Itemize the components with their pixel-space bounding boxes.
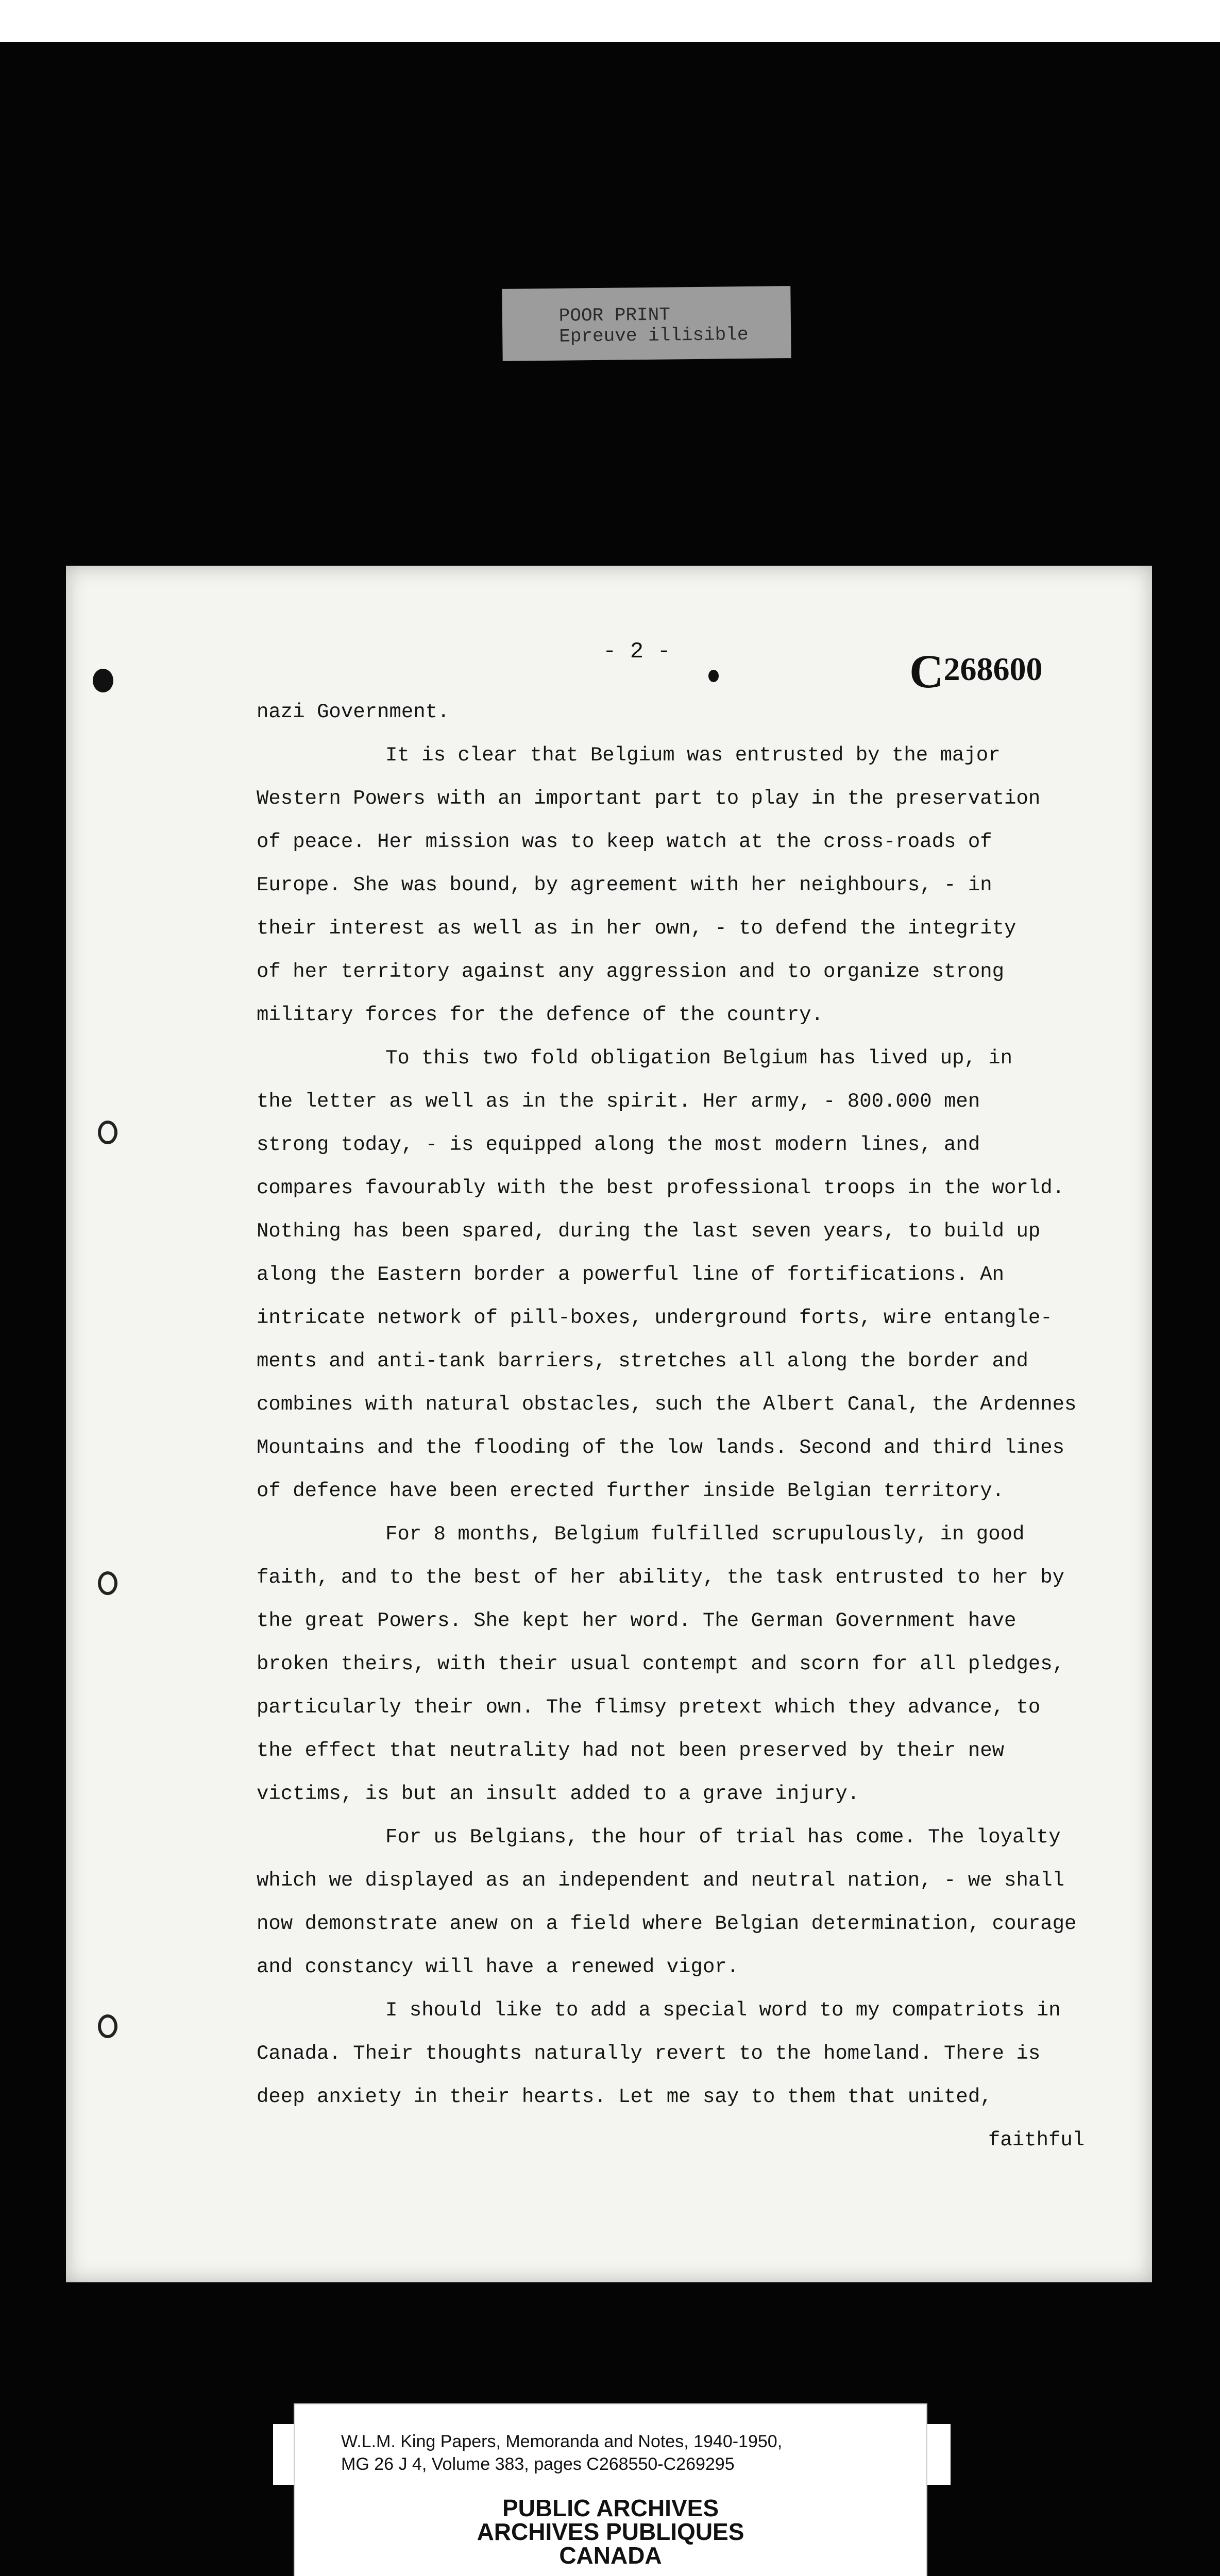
text-line: of defence have been erected further inside Belgian territory. xyxy=(257,1480,1005,1502)
text-line: combines with natural obstacles, such the Albert Canal, the Ardennes xyxy=(257,1393,1077,1416)
text-line: For 8 months, Belgium fulfilled scrupulously, in good xyxy=(385,1523,1025,1546)
archives-line-3: CANADA xyxy=(559,2542,662,2569)
top-border xyxy=(0,0,1220,42)
ink-spot xyxy=(708,670,719,682)
text-line: military forces for the defence of the country. xyxy=(257,1004,823,1026)
text-line: I should like to add a special word to my compatriots in xyxy=(385,1999,1061,2022)
text-line: along the Eastern border a powerful line of fortifications. An xyxy=(257,1263,1005,1286)
document-code-prefix: C xyxy=(909,645,944,698)
archives-line-1: PUBLIC ARCHIVES xyxy=(502,2495,719,2521)
text-line: compares favourably with the best professional troops in the world. xyxy=(257,1177,1065,1199)
text-line: the effect that neutrality had not been preserved by their new xyxy=(257,1739,1005,1762)
archive-label-card xyxy=(294,2403,927,2576)
text-line: intricate network of pill-boxes, underground forts, wire entangle- xyxy=(257,1307,1053,1329)
citation-line-1: W.L.M. King Papers, Memoranda and Notes, 1940-1950, xyxy=(341,2432,783,2451)
poor-print-stamp xyxy=(502,286,791,361)
archives-stamp xyxy=(295,2496,926,2567)
text-line: of her territory against any aggression and to organize strong xyxy=(257,960,1005,983)
stamp-line-1: POOR PRINT xyxy=(558,304,671,327)
punch-hole-lower xyxy=(98,2014,117,2038)
text-line: broken theirs, with their usual contempt and scorn for all pledges, xyxy=(257,1653,1065,1675)
stamp-line-2: Epreuve illisible xyxy=(559,324,749,347)
text-line: and constancy will have a renewed vigor. xyxy=(257,1956,739,1978)
text-line: faith, and to the best of her ability, the task entrusted to her by xyxy=(257,1566,1065,1589)
text-line: victims, is but an insult added to a grave injury. xyxy=(257,1783,860,1805)
punch-hole-top xyxy=(93,669,113,692)
text-line: Canada. Their thoughts naturally revert to the homeland. There is xyxy=(257,2042,1041,2065)
page-number: - 2 - xyxy=(603,639,671,665)
archive-citation xyxy=(341,2430,782,2476)
text-line: strong today, - is equipped along the most modern lines, and xyxy=(257,1133,980,1156)
text-line: Europe. She was bound, by agreement with her neighbours, - in xyxy=(257,874,992,896)
text-line: their interest as well as in her own, - to defend the integrity xyxy=(257,917,1016,940)
text-line: It is clear that Belgium was entrusted by the major xyxy=(385,744,1001,767)
punch-hole-middle xyxy=(98,1571,117,1595)
text-line: For us Belgians, the hour of trial has come. The loyalty xyxy=(385,1826,1061,1849)
citation-line-2: MG 26 J 4, Volume 383, pages C268550-C269295 xyxy=(341,2454,735,2474)
text-line: Mountains and the flooding of the low lands. Second and third lines xyxy=(257,1436,1065,1459)
text-line: deep anxiety in their hearts. Let me say to them that united, xyxy=(257,2086,992,2108)
text-line: of peace. Her mission was to keep watch at the cross-roads of xyxy=(257,831,992,853)
archives-line-2: ARCHIVES PUBLIQUES xyxy=(477,2518,744,2545)
document-code xyxy=(909,644,1042,699)
text-line: the letter as well as in the spirit. Her army, - 800.000 men xyxy=(257,1090,980,1113)
text-line: Western Powers with an important part to play in the preservation xyxy=(257,787,1041,810)
text-line: particularly their own. The flimsy pretext which they advance, to xyxy=(257,1696,1041,1719)
text-line: now demonstrate anew on a field where Belgian determination, courage xyxy=(257,1912,1077,1935)
punch-hole-upper xyxy=(98,1121,117,1144)
text-line: which we displayed as an independent and neutral nation, - we shall xyxy=(257,1869,1065,1892)
text-line: ments and anti-tank barriers, stretches all along the border and xyxy=(257,1350,1028,1372)
text-line: nazi Government. xyxy=(257,701,450,723)
text-line: the great Powers. She kept her word. The German Government have xyxy=(257,1609,1016,1632)
document-code-number: 268600 xyxy=(943,651,1043,687)
text-line: To this two fold obligation Belgium has lived up, in xyxy=(385,1047,1012,1070)
text-line: Nothing has been spared, during the last seven years, to build up xyxy=(257,1220,1041,1243)
text-line: faithful xyxy=(988,2129,1085,2151)
